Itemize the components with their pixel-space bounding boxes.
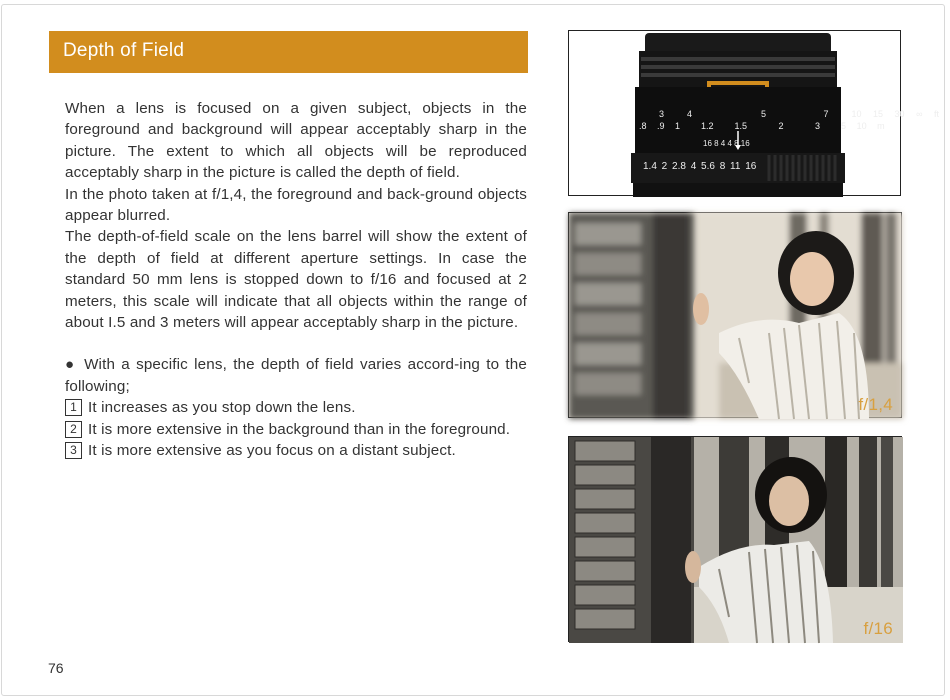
bullet-text: With a specific lens, the depth of field varies accord-ing to the following; bbox=[65, 356, 527, 395]
aperture-caption: f/1,4 bbox=[858, 395, 893, 414]
distance-scale-feet: 3 4 5 7 10 15 30 ∞ ft bbox=[659, 109, 939, 119]
bullet-icon: ● bbox=[65, 356, 77, 374]
section-title-bar bbox=[49, 31, 528, 73]
item-text: It is more extensive as you focus on a distant subject. bbox=[88, 442, 456, 460]
paragraph: The depth-of-field scale on the lens barrel will show the extent of the depth of field at different aperture settings. In case the standard 50 mm lens is stopped down to f/16 and focused at 2 meters, this scale will indicate that all objects within the range of about I.5 and 3 meters will appear acceptably sharp in the picture. bbox=[65, 228, 527, 332]
numbered-item bbox=[65, 397, 527, 418]
item-number-box: 1 bbox=[65, 399, 82, 416]
page-number: 76 bbox=[48, 660, 64, 676]
depth-of-field-scale: 16 8 4 4 8 16 bbox=[703, 139, 750, 148]
item-text: It is more extensive in the background than in the foreground. bbox=[88, 420, 511, 438]
numbered-item bbox=[65, 440, 527, 461]
portrait-blurred-illustration bbox=[569, 213, 903, 419]
section-title: Depth of Field bbox=[63, 40, 185, 61]
body-text bbox=[65, 98, 527, 462]
photo-f14 bbox=[568, 212, 902, 418]
aperture-caption: f/16 bbox=[863, 619, 893, 638]
distance-scale-meters: .8 .9 1 1.2 1.5 2 3 5 10 m bbox=[639, 121, 885, 131]
bullet-paragraph bbox=[65, 354, 527, 397]
paragraph: When a lens is focused on a given subject, objects in the foreground and background will appear acceptably sharp in the picture. The extent to which all objects will be reproduced acceptably sharp in the picture is called the depth of field. bbox=[65, 100, 527, 182]
paragraph: In the photo taken at f/1,4, the foreground and back-ground objects appear blurred. bbox=[65, 185, 527, 225]
lens-photo bbox=[568, 30, 939, 196]
photo-f16 bbox=[568, 436, 902, 642]
aperture-ring-scale: 1.4 2 2.8 4 5.6 8 11 16 bbox=[643, 161, 757, 172]
portrait-sharp-illustration bbox=[569, 437, 903, 643]
item-text: It increases as you stop down the lens. bbox=[88, 399, 356, 417]
numbered-item bbox=[65, 419, 527, 440]
item-number-box: 2 bbox=[65, 421, 82, 438]
item-number-box: 3 bbox=[65, 442, 82, 459]
